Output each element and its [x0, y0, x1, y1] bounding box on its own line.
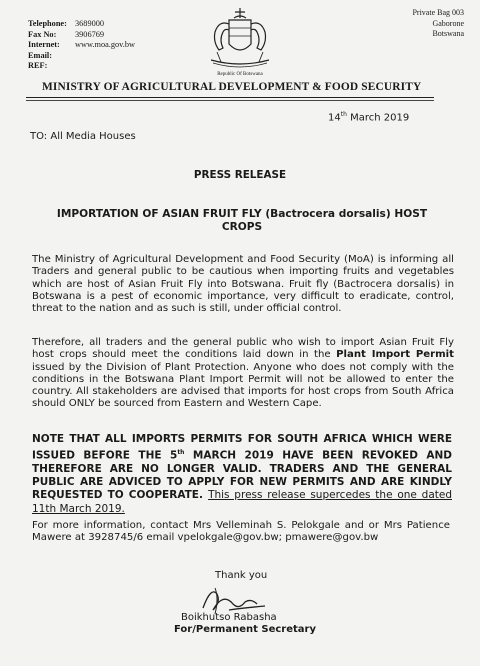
ministry-name: MINISTRY OF AGRICULTURAL DEVELOPMENT & FOOD SECURITY: [42, 81, 422, 93]
signatory-name: Boikhutso Rabasha: [181, 612, 277, 623]
header-rule: [26, 100, 434, 101]
closing-thanks: Thank you: [215, 570, 268, 581]
paragraph-contact-info: For more information, contact Mrs Velleminah S. Pelokgale and or Mrs Patience Mawere at 3928745/6 email vpelokgale@gov.bw; pmawere@gov.bw: [32, 520, 450, 544]
date-suffix: th: [340, 111, 347, 118]
header-rule: [26, 97, 434, 98]
paragraph-notice: [32, 433, 452, 516]
supersede-note: This press release supercedes the one dated 11th March 2019.: [32, 489, 452, 515]
contact-value: 3906769: [75, 29, 105, 39]
contact-label: Email:: [28, 50, 52, 60]
contact-row: [28, 40, 135, 51]
paragraph-intro: The Ministry of Agricultural Development and Food Security (MoA) is informing all Traders and general public to be cautious when importing fruits and vegetables which are host of Asian Fruit Fly into Botswana. Fruit fly (Bactrocera dorsalis) in Botswana is a pest of economic importance, very difficult to eradicate, control, threat to the nation and as such is still, under official control.: [32, 254, 454, 315]
paragraph-text: issued by the Division of Plant Protection. Anyone who does not comply with the conditions in the Botswana Plant Import Permit will not be allowed to enter the country. All stakeholders are advised that imports for host crops from South Africa should ONLY be sourced from Eastern and Western Cape.: [32, 361, 454, 410]
date-day: 14: [328, 112, 341, 124]
address-line: Botswana: [432, 29, 464, 38]
date-rest: March 2019: [350, 112, 410, 124]
address-line: Private Bag 003: [412, 8, 464, 17]
contact-value: www.moa.gov.bw: [75, 40, 135, 50]
notice-text: NOTE THAT ALL IMPORTS PERMITS FOR SOUTH AFRICA WHICH WERE ISSUED BEFORE THE 5: [32, 433, 452, 462]
contact-block: [28, 19, 135, 72]
crest-caption: Republic Of Botswana: [217, 72, 263, 77]
notice-text: MARCH 2019 HAVE BEEN REVOKED AND THEREFORE ARE NO LONGER VALID. TRADERS AND THE GENERAL PUBLIC ARE ADVICED TO APPLY FOR NEW PERMITS AND ARE KINDLY REQUESTED TO COOPERATE.: [32, 449, 452, 502]
postal-address: [392, 8, 464, 40]
contact-row: [28, 51, 135, 62]
contact-label: Fax No:: [28, 29, 57, 39]
permit-emphasis: Plant Import Permit: [336, 349, 454, 361]
contact-label: REF:: [28, 61, 48, 71]
paragraph-conditions: [32, 337, 454, 411]
contact-label: Internet:: [28, 40, 60, 50]
release-title: IMPORTATION OF ASIAN FRUIT FLY (Bactrocera dorsalis) HOST CROPS: [56, 208, 428, 234]
contact-value: 3689000: [75, 19, 105, 28]
contact-row: [28, 19, 135, 30]
coat-of-arms-icon: [203, 2, 277, 72]
paragraph-text: Therefore, all traders and the general public who wish to import Asian Fruit Fly host crops should meet the conditions laid down in the: [32, 337, 454, 361]
recipient-line: TO: All Media Houses: [30, 131, 136, 142]
contact-row: [28, 61, 135, 72]
contact-row: [28, 30, 135, 41]
signatory-position: For/Permanent Secretary: [174, 624, 316, 635]
release-date: [328, 111, 409, 123]
contact-label: Telephone:: [28, 19, 67, 28]
notice-suffix: th: [177, 449, 185, 457]
press-release-heading: PRESS RELEASE: [193, 169, 287, 181]
address-line: Gaborone: [432, 18, 464, 28]
